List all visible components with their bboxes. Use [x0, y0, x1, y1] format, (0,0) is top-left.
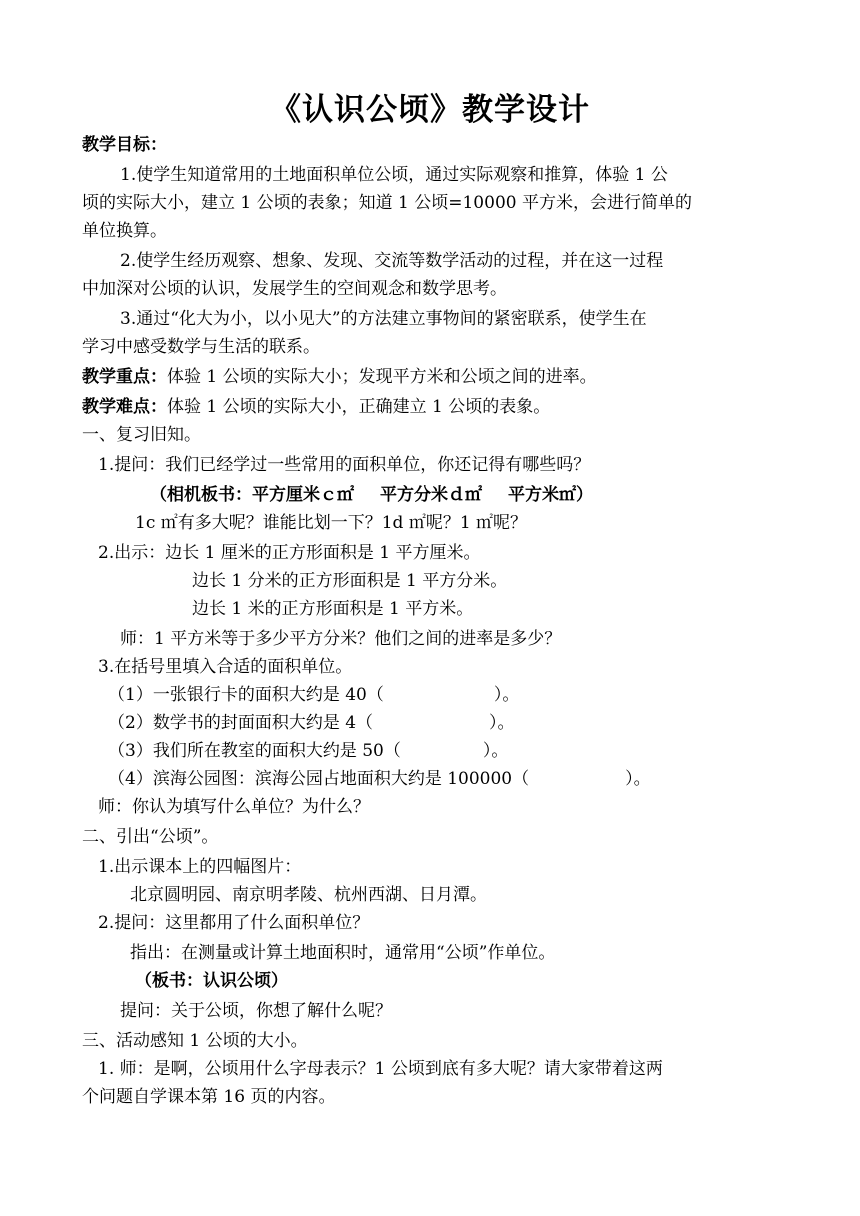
objective-3-line-1: 3.通过“化大为小，以小见大”的方法建立事物间的紧密联系，使学生在: [120, 309, 647, 329]
section-2-item-2b: 指出：在测量或计算土地面积时，通常用“公顷”作单位。: [130, 943, 556, 963]
difficult-point-text: 体验 1 公顷的实际大小，正确建立 1 公顷的表象。: [167, 397, 551, 417]
section-1-question-1b: 1c ㎡有多大呢？谁能比划一下？1d ㎡呢？1 ㎡呢？: [135, 513, 528, 533]
fill-item-1-close: ）。: [493, 685, 520, 705]
section-3-item-1: 1. 师：是啊，公顷用什么字母表示？1 公顷到底有多大呢？请大家带着这两: [98, 1059, 663, 1079]
fill-item-3-close: ）。: [482, 741, 509, 761]
fill-item-4-text: （4）滨海公园图：滨海公园占地面积大约是 100000（: [108, 769, 530, 789]
section-2-item-1b: 北京圆明园、南京明孝陵、杭州西湖、日月潭。: [130, 885, 487, 905]
fill-item-3-text: （3）我们所在教室的面积大约是 50（: [108, 741, 401, 761]
key-point-label: 教学重点：: [82, 367, 167, 387]
objective-2-line-2: 中加深对公顷的认识，发展学生的空间观念和数学思考。: [82, 279, 507, 299]
objective-1-line-2: 顷的实际大小，建立 1 公顷的表象；知道 1 公顷=10000 平方米，会进行简单的: [82, 193, 692, 213]
board-unit-m2: 平方米㎡）: [508, 485, 593, 505]
difficult-point: [82, 396, 550, 418]
section-2-item-2: 2.提问：这里都用了什么面积单位？: [98, 913, 370, 933]
objective-2-line-1: 2.使学生经历观察、想象、发现、交流等数学活动的过程，并在这一过程: [120, 251, 664, 271]
section-1-board-note: [150, 484, 593, 506]
difficult-point-label: 教学难点：: [82, 397, 167, 417]
objective-1-line-3: 单位换算。: [82, 221, 167, 241]
objective-1-line-1: 1.使学生知道常用的土地面积单位公顷，通过实际观察和推算，体验 1 公: [120, 165, 668, 185]
section-1-question-2c: 边长 1 米的正方形面积是 1 平方米。: [192, 599, 474, 619]
fill-item-2-text: （2）数学书的封面面积大约是 4（: [108, 713, 374, 733]
section-1-teacher-1: 师：1 平方米等于多少平方分米？他们之间的进率是多少？: [120, 629, 562, 649]
section-2-heading: 二、引出“公顷”。: [82, 827, 219, 847]
section-1-teacher-2: 师：你认为填写什么单位？为什么？: [98, 797, 370, 817]
section-1-question-2b: 边长 1 分米的正方形面积是 1 平方分米。: [192, 571, 508, 591]
section-1-question-3: 3.在括号里填入合适的面积单位。: [98, 657, 353, 677]
board-unit-cm2: （相机板书：平方厘米ｃ㎡: [150, 485, 354, 505]
section-2-question: 提问：关于公顷，你想了解什么呢？: [120, 1001, 392, 1021]
section-1-question-1: 1.提问：我们已经学过一些常用的面积单位，你还记得有哪些吗？: [98, 455, 591, 475]
document-title: 《认识公顷》教学设计: [270, 92, 590, 128]
fill-item-2: [108, 712, 515, 734]
board-unit-dm2: 平方分米ｄ㎡: [380, 485, 482, 505]
section-2-board-note: （板书：认识公顷）: [135, 971, 288, 991]
section-3-item-1b: 个问题自学课本第 16 页的内容。: [82, 1087, 336, 1107]
key-point: [82, 366, 597, 388]
fill-item-1-text: （1）一张银行卡的面积大约是 40（: [108, 685, 384, 705]
section-2-item-1: 1.出示课本上的四幅图片：: [98, 857, 302, 877]
key-point-text: 体验 1 公顷的实际大小；发现平方米和公顷之间的进率。: [167, 367, 597, 387]
objective-3-line-2: 学习中感受数学与生活的联系。: [82, 337, 320, 357]
fill-item-4-close: ）。: [625, 769, 651, 789]
fill-item-3: [108, 740, 508, 762]
fill-item-1: [108, 684, 519, 706]
fill-item-2-close: ）。: [489, 713, 515, 733]
section-1-heading: 一、复习旧知。: [82, 425, 201, 445]
section-1-question-2: 2.出示：边长 1 厘米的正方形面积是 1 平方厘米。: [98, 543, 481, 563]
objectives-heading: 教学目标：: [82, 135, 167, 155]
fill-item-4: [108, 768, 651, 790]
section-3-heading: 三、活动感知 1 公顷的大小。: [82, 1031, 308, 1051]
